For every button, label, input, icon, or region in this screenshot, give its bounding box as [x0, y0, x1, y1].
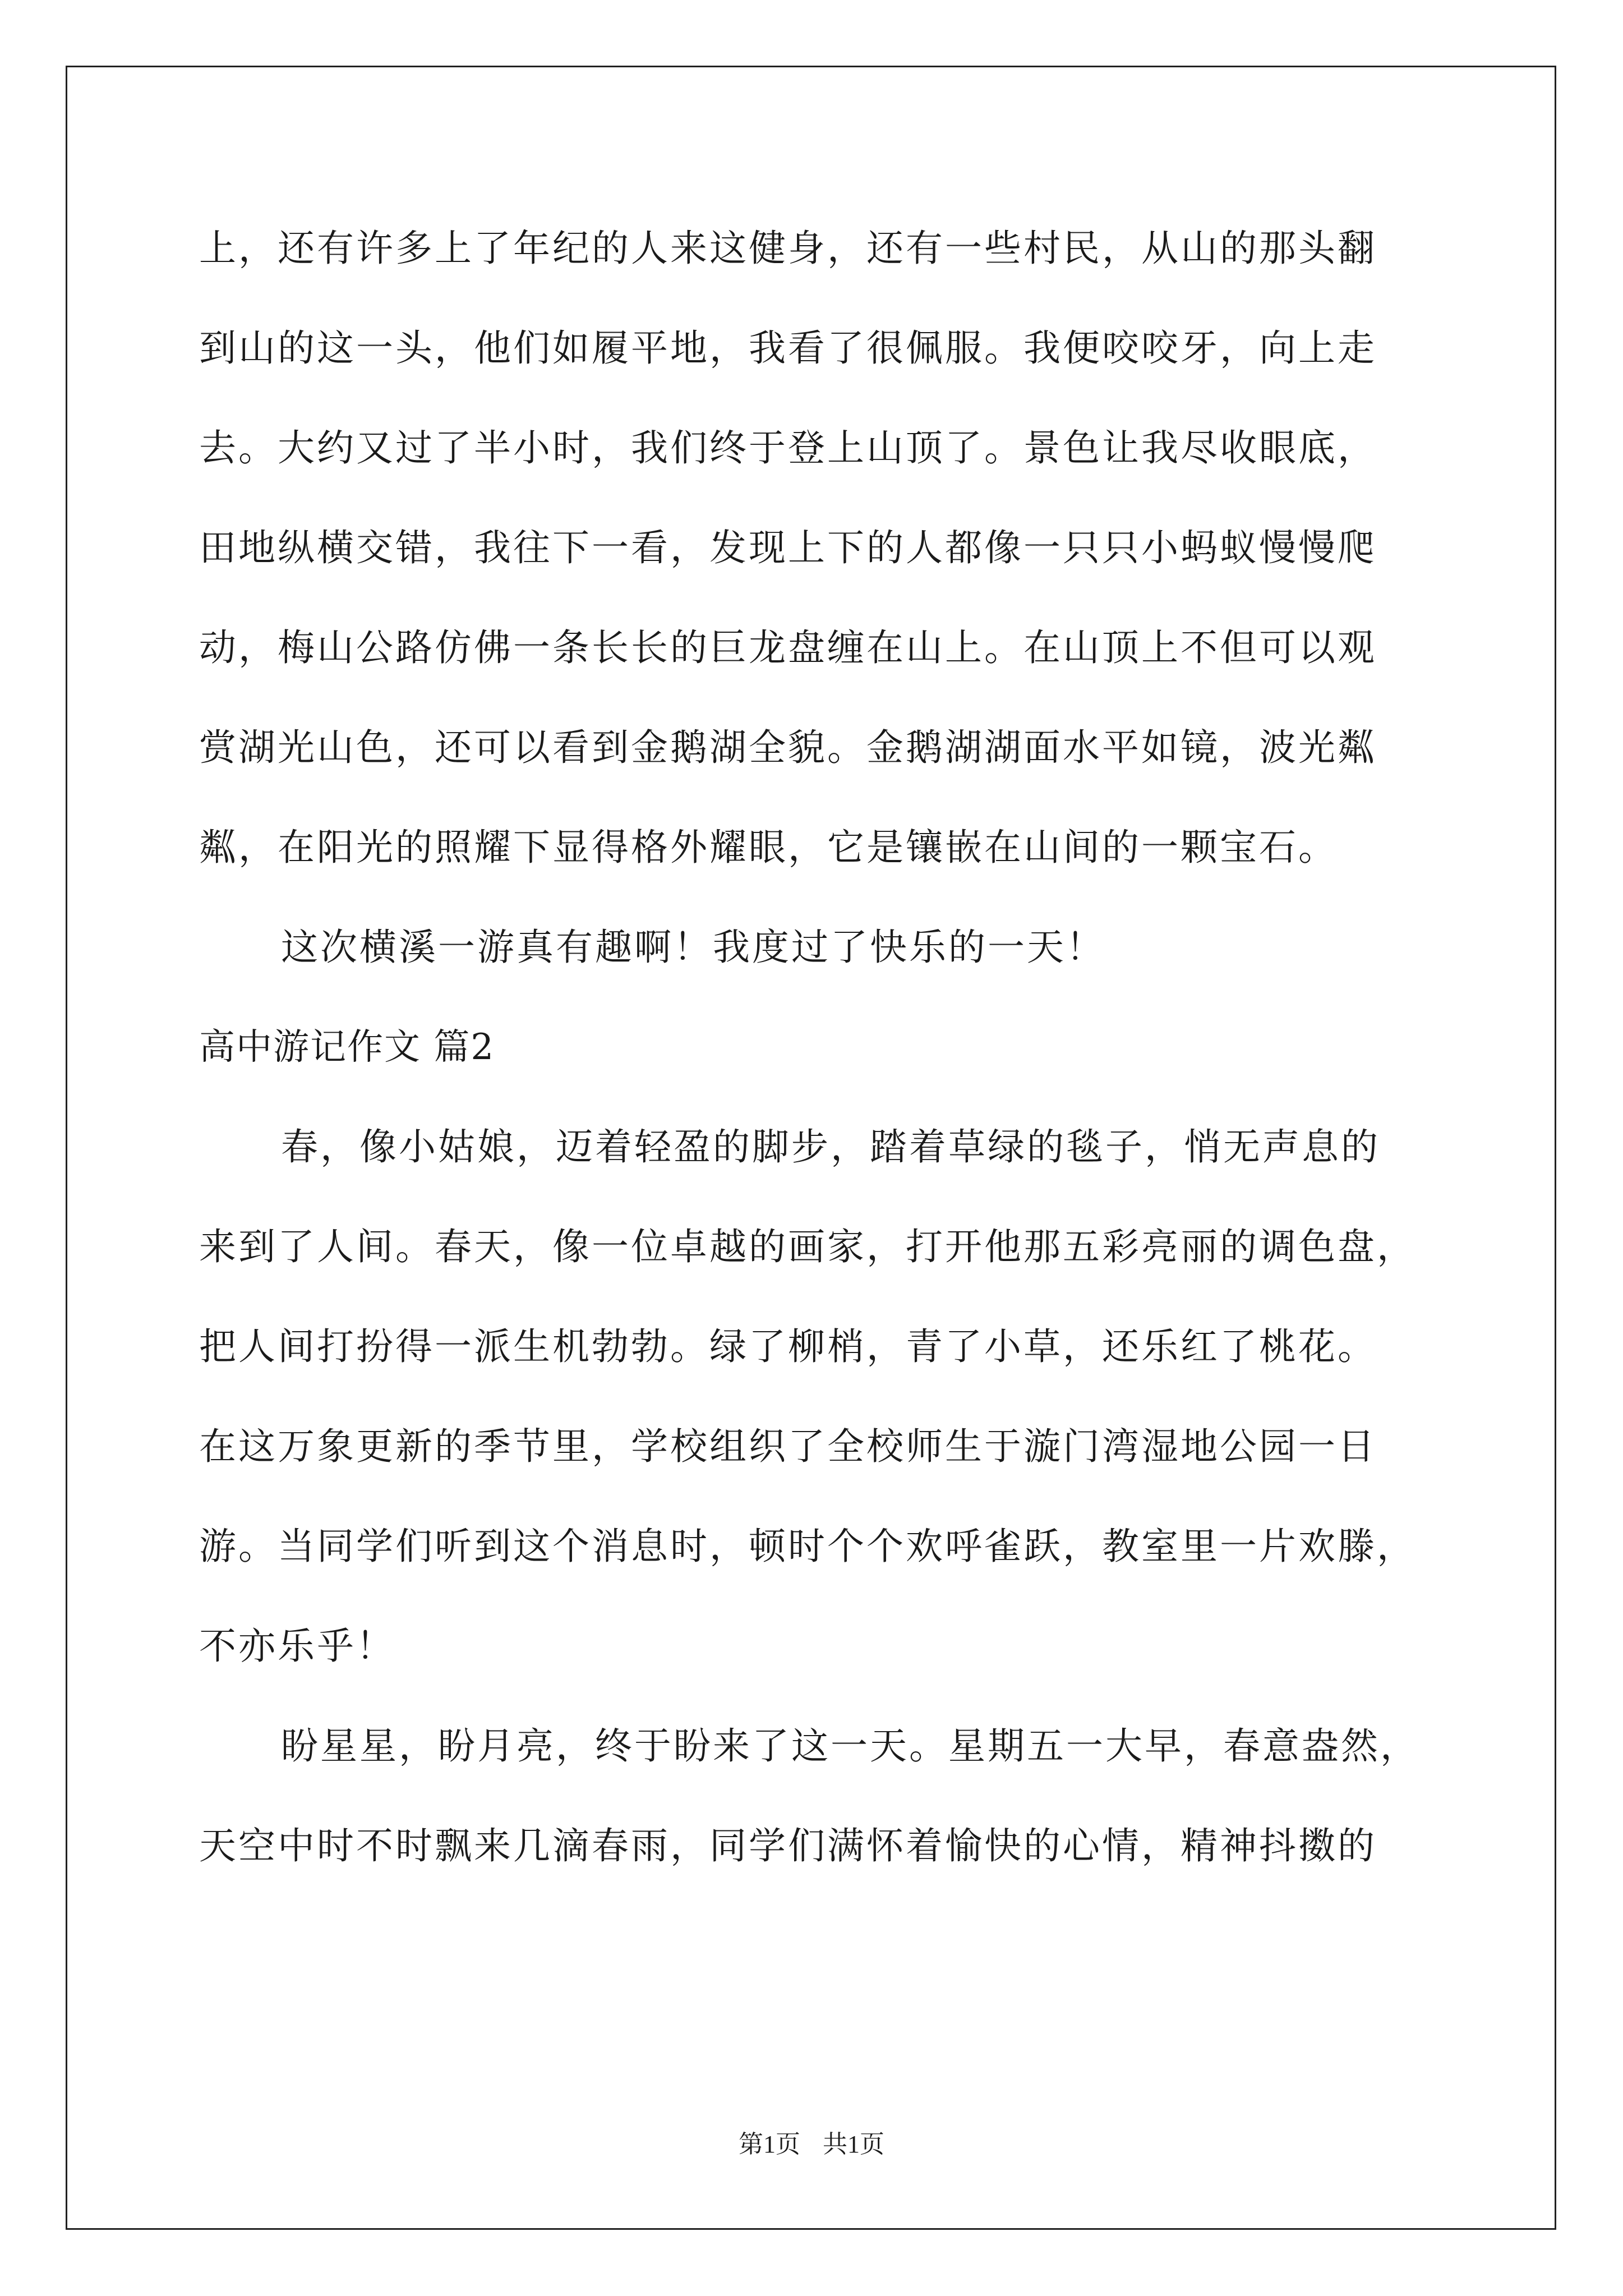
text-line: 上，还有许多上了年纪的人来这健身，还有一些村民，从山的那头翻 [199, 227, 1377, 270]
text-line: 赏湖光山色，还可以看到金鹅湖全貌。金鹅湖湖面水平如镜，波光粼 [199, 726, 1377, 769]
text-line: 不亦乐乎！ [199, 1625, 395, 1668]
text-line: 粼，在阳光的照耀下显得格外耀眼，它是镶嵌在山间的一颗宝石。 [199, 826, 1338, 869]
text-line: 到山的这一头，他们如履平地，我看了很佩服。我便咬咬牙，向上走 [199, 326, 1377, 370]
text-line: 天空中时不时飘来几滴春雨，同学们满怀着愉快的心情，精神抖擞的 [199, 1824, 1377, 1867]
text-line: 去。大约又过了半小时，我们终于登上山顶了。景色让我尽收眼底， [199, 426, 1377, 470]
page-total: 共1页 [823, 2131, 884, 2158]
text-line: 田地纵横交错，我往下一看，发现上下的人都像一只只小蚂蚁慢慢爬 [199, 526, 1377, 569]
text-line: 动，梅山公路仿佛一条长长的巨龙盘缠在山上。在山顶上不但可以观 [199, 626, 1377, 669]
text-line: 这次横溪一游真有趣啊！我度过了快乐的一天！ [281, 926, 1105, 969]
page-footer [0, 2128, 1623, 2161]
text-line: 盼星星，盼月亮，终于盼来了这一天。星期五一大早，春意盎然， [281, 1724, 1419, 1768]
text-line: 游。当同学们听到这个消息时，顿时个个欢呼雀跃，教室里一片欢滕， [199, 1525, 1416, 1568]
page-number: 第1页 [739, 2131, 800, 2158]
text-line: 春，像小姑娘，迈着轻盈的脚步，踏着草绿的毯子，悄无声息的 [281, 1125, 1380, 1168]
document-body [199, 222, 1427, 1919]
text-line: 在这万象更新的季节里，学校组织了全校师生于漩门湾湿地公园一日 [199, 1425, 1377, 1468]
text-line: 把人间打扮得一派生机勃勃。绿了柳梢，青了小草，还乐红了桃花。 [199, 1325, 1377, 1368]
section-heading: 高中游记作文 篇2 [199, 1027, 495, 1068]
text-line: 来到了人间。春天，像一位卓越的画家，打开他那五彩亮丽的调色盘， [199, 1225, 1416, 1268]
